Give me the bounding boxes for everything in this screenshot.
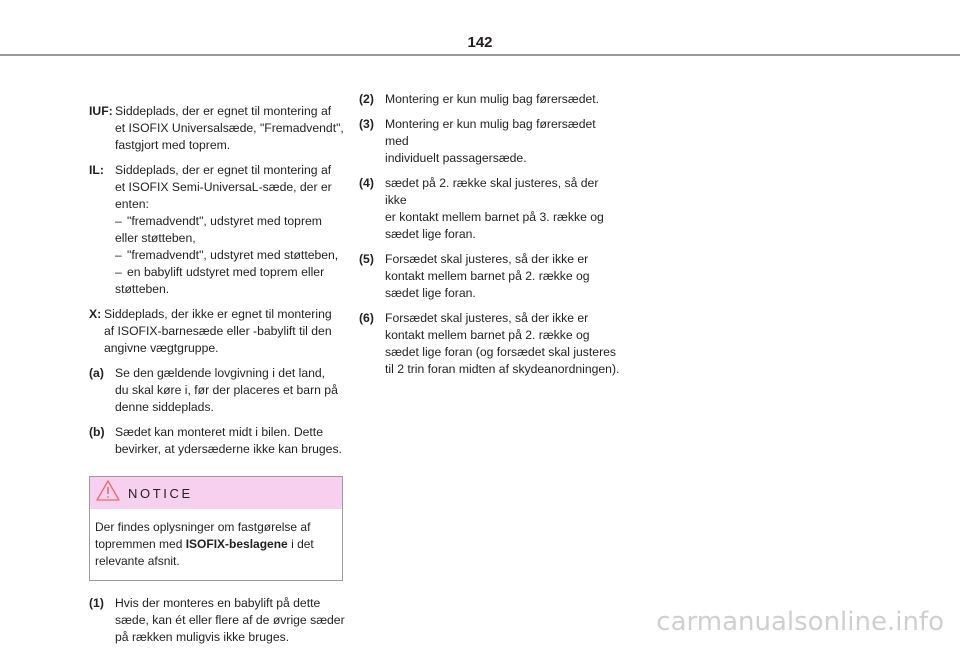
- footnote-line: denne siddeplads.: [115, 400, 214, 414]
- footnote-line: Montering er kun mulig bag førersædet.: [385, 92, 600, 106]
- footnote-1: [89, 595, 345, 646]
- footnote-line: på rækken muligvis ikke bruges.: [115, 630, 290, 644]
- footnote-line: kontakt mellem barnet på 2. række og: [385, 269, 590, 283]
- definition-line: et ISOFIX Universalsæde, "Fremadvendt",: [115, 121, 344, 135]
- footnote-key: (5): [359, 252, 374, 266]
- footnote-line: kontakt mellem barnet på 2. række og: [385, 328, 590, 342]
- notice-box: [89, 476, 343, 581]
- page-number: 142: [467, 34, 493, 51]
- definition-key: IL:: [89, 163, 104, 177]
- footnote-b: [89, 424, 345, 458]
- definition-key: IUF:: [89, 104, 113, 118]
- left-column: [89, 103, 345, 654]
- footnote-line: Se den gældende lovgivning i det land,: [115, 366, 326, 380]
- definition-x: [89, 306, 345, 357]
- list-item: – "fremadvendt", udstyret med toprem eller støtteben,: [115, 214, 322, 245]
- footnote-line: sædet på 2. række skal justeres, så der ikke: [385, 176, 599, 207]
- footnote-line: individuelt passagersæde.: [385, 151, 527, 165]
- footnote-key: (2): [359, 92, 374, 106]
- footnote-key: (6): [359, 311, 374, 325]
- footnote-line: til 2 trin foran midten af skydeanordningen).: [385, 362, 620, 376]
- footnote-line: Hvis der monteres en babylift på dette: [115, 596, 321, 610]
- definition-line: et ISOFIX Semi-UniversaL-sæde, der er: [115, 180, 332, 194]
- notice-bold-term: ISOFIX-beslagene: [185, 537, 288, 551]
- header-rule: [0, 54, 960, 56]
- footnote-4: [359, 175, 621, 243]
- footnote-line: sæde, kan ét eller flere af de øvrige sæder: [115, 613, 345, 627]
- footnote-5: [359, 251, 621, 302]
- warning-triangle-icon: [96, 480, 120, 506]
- footnote-a: [89, 365, 345, 416]
- footnote-key: (a): [89, 366, 104, 380]
- notice-title: NOTICE: [128, 485, 193, 501]
- footnote-line: sædet lige foran.: [385, 227, 476, 241]
- watermark: carmanualsonline.info: [656, 607, 944, 637]
- footnote-key: (3): [359, 117, 374, 131]
- definition-line: fastgjort med toprem.: [115, 138, 231, 152]
- footnote-key: (4): [359, 176, 374, 190]
- footnote-line: sædet lige foran.: [385, 286, 476, 300]
- notice-text: Der findes oplysninger om fastgørelse af topremmen med ISOFIX-beslagene i det relevante afsnit.: [95, 520, 314, 568]
- footnote-line: sædet lige foran (og forsædet skal justeres: [385, 345, 616, 359]
- footnote-line: du skal køre i, før der placeres et barn på: [115, 383, 338, 397]
- footnote-key: (b): [89, 425, 105, 439]
- definition-line: af ISOFIX-barnesæde eller -babylift til den: [104, 324, 332, 338]
- footnote-6: [359, 310, 621, 378]
- definition-line: Siddeplads, der er egnet til montering af: [115, 163, 332, 177]
- footnote-3: [359, 116, 621, 167]
- footnote-line: bevirker, at ydersæderne ikke kan bruges.: [115, 442, 342, 456]
- notice-header: [90, 477, 342, 509]
- footnote-line: Montering er kun mulig bag førersædet med: [385, 117, 596, 148]
- definition-key: X:: [89, 307, 102, 321]
- definition-line: enten:: [115, 197, 149, 211]
- definition-il: [89, 162, 345, 298]
- definition-line: Siddeplads, der er egnet til montering af: [115, 104, 332, 118]
- footnote-2: [359, 91, 621, 108]
- right-column: [359, 91, 621, 386]
- footnote-line: Sædet kan monteret midt i bilen. Dette: [115, 425, 323, 439]
- list-item: – en babylift udstyret med toprem eller støtteben.: [115, 265, 325, 296]
- definition-iuf: [89, 103, 345, 154]
- footnote-key: (1): [89, 596, 104, 610]
- definition-line: Siddeplads, der ikke er egnet til montering: [104, 307, 332, 321]
- footnote-line: Forsædet skal justeres, så der ikke er: [385, 311, 589, 325]
- footnote-line: er kontakt mellem barnet på 3. række og: [385, 210, 604, 224]
- footnote-line: Forsædet skal justeres, så der ikke er: [385, 252, 589, 266]
- list-item: – "fremadvendt", udstyret med støtteben,: [115, 248, 339, 262]
- definition-line: angivne vægtgruppe.: [104, 341, 219, 355]
